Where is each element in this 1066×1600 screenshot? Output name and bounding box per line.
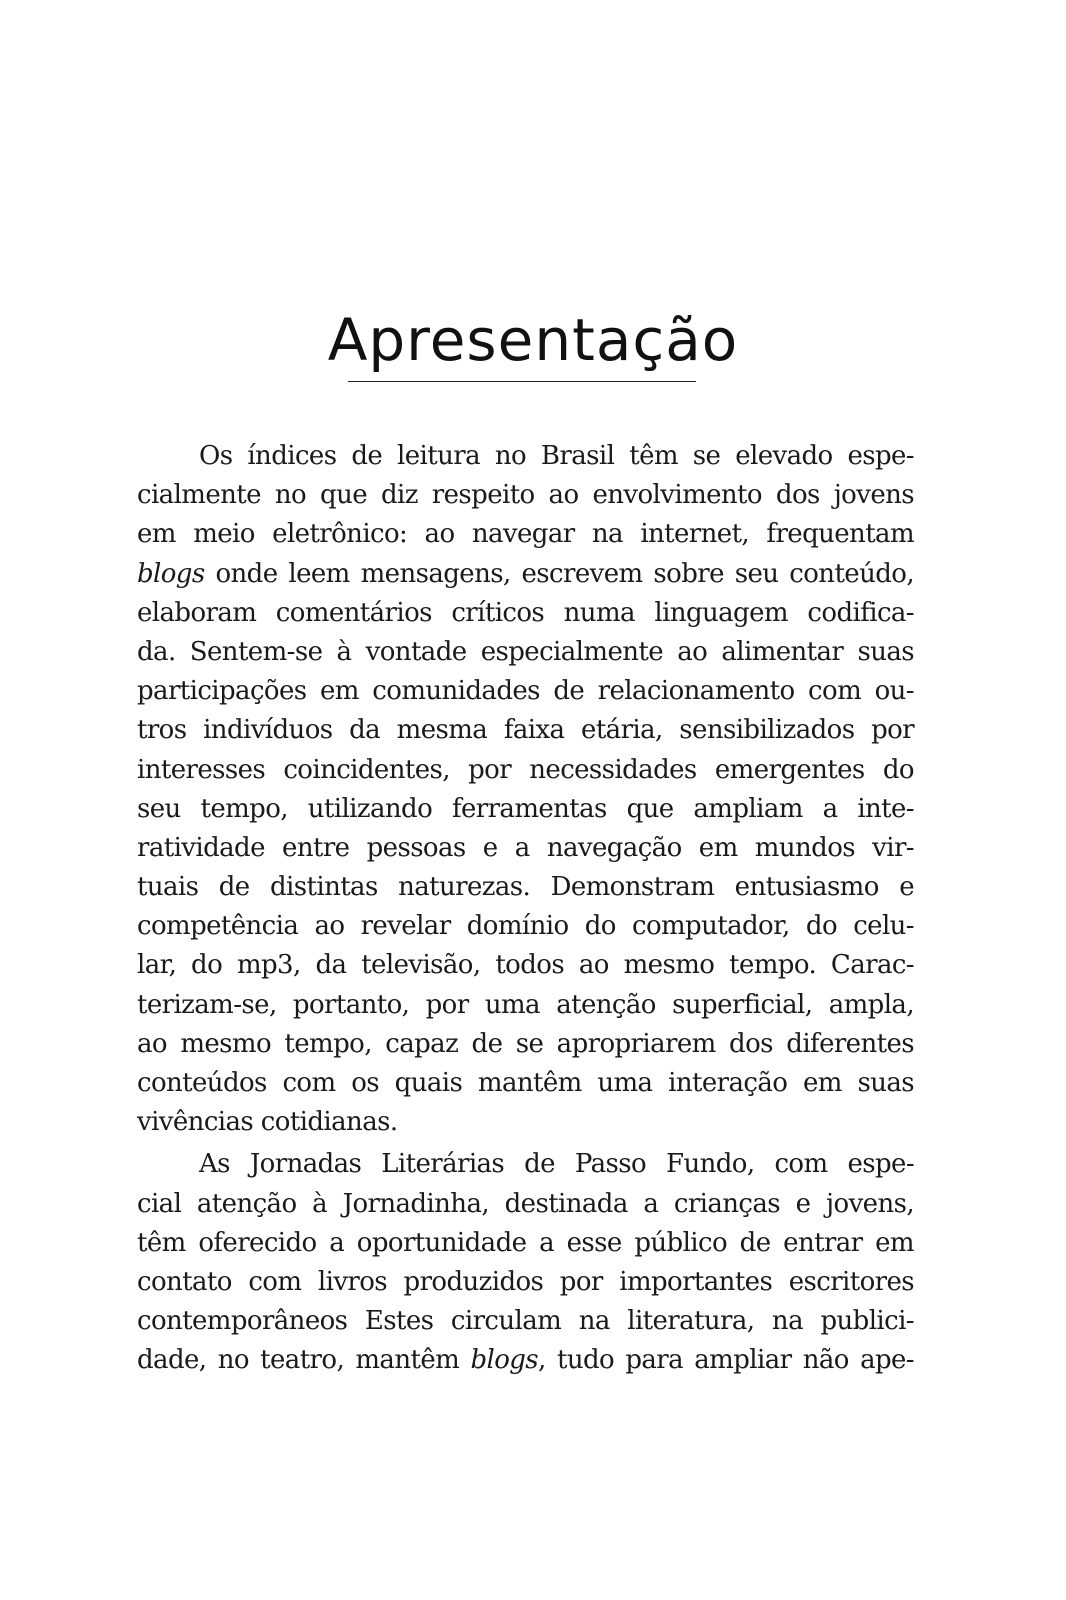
text-line: elaboram comentários críticos numa linguagem codifica- (137, 597, 914, 628)
italic-term: blogs (137, 558, 205, 589)
text-run: dade, no teatro, mantêm (137, 1345, 471, 1376)
text-line: tros indivíduos da mesma faixa etária, sensibilizados por (137, 715, 914, 746)
italic-term: blogs (470, 1345, 539, 1376)
text-run: , tudo para ampliar não ape- (538, 1345, 914, 1376)
text-line: tuais de distintas naturezas. Demonstram entusiasmo e (137, 872, 914, 903)
text-line: seu tempo, utilizando ferramentas que ampliam a inte- (137, 793, 914, 824)
text-line: cial atenção à Jornadinha, destinada a crianças e jovens, (137, 1188, 914, 1219)
text-line: Os índices de leitura no Brasil têm se elevado espe- (199, 441, 914, 471)
text-line: conteúdos com os quais mantêm uma interação em suas (137, 1068, 914, 1098)
body-text (137, 437, 914, 1381)
text-line: ao mesmo tempo, capaz de se apropriarem dos diferentes (137, 1028, 914, 1059)
text-line (137, 1341, 914, 1380)
text-line: ratividade entre pessoas e a navegação em mundos vir- (137, 832, 914, 863)
text-run: onde leem mensagens, escrevem sobre seu conteúdo, (204, 558, 914, 589)
text-line: contemporâneos Estes circulam na literatura, na publici- (137, 1306, 914, 1337)
chapter-title: Apresentação (327, 306, 739, 374)
text-line: participações em comunidades de relacionamento com ou- (137, 676, 914, 707)
text-line: terizam-se, portanto, por uma atenção superficial, ampla, (137, 989, 914, 1020)
text-line: contato com livros produzidos por importantes escritores (137, 1266, 914, 1297)
text-line: interesses coincidentes, por necessidades emergentes do (137, 754, 914, 785)
text-line: cialmente no que diz respeito ao envolvimento dos jovens (137, 480, 914, 511)
text-line: competência ao revelar domínio do computador, do celu- (137, 911, 914, 942)
text-line: vivências cotidianas. (137, 1107, 398, 1138)
text-line: As Jornadas Literárias de Passo Fundo, com espe- (199, 1149, 914, 1180)
text-line: em meio eletrônico: ao navegar na internet, frequentam (137, 519, 914, 550)
title-underline (348, 381, 696, 382)
text-line: têm oferecido a oportunidade a esse público de entrar em (137, 1227, 914, 1258)
text-line: da. Sentem-se à vontade especialmente ao alimentar suas (137, 636, 914, 667)
text-line: lar, do mp3, da televisão, todos ao mesmo tempo. Carac- (137, 950, 914, 981)
text-line (137, 555, 914, 594)
